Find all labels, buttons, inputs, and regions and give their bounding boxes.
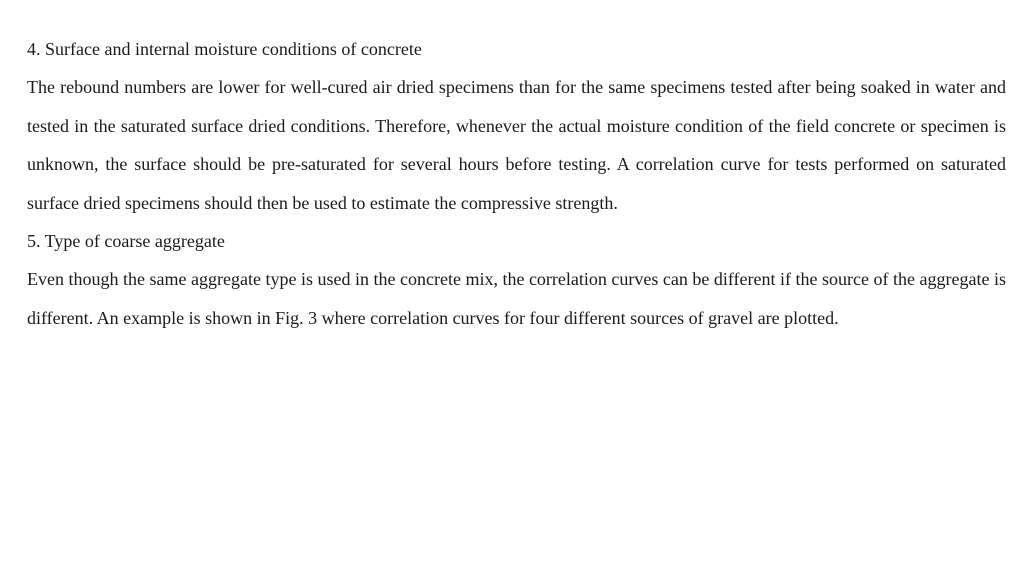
- section-paragraph: Even though the same aggregate type is used in the concrete mix, the correlation curves can be different if the source of the aggregate is different. An example is shown in Fig. 3 where correlation curves for four different sources of gravel are plotted.: [27, 269, 1006, 328]
- section-moisture-conditions: [27, 30, 1006, 222]
- document-page: [27, 30, 1006, 337]
- section-heading: 4. Surface and internal moisture conditions of concrete: [27, 39, 422, 59]
- section-heading: 5. Type of coarse aggregate: [27, 231, 225, 251]
- section-paragraph: The rebound numbers are lower for well-cured air dried specimens than for the same specimens tested after being soaked in water and tested in the saturated surface dried conditions. Therefore, whenever the actual moisture condition of the field concrete or specimen is unknown, the surface should be pre-saturated for several hours before testing. A correlation curve for tests performed on saturated surface dried specimens should then be used to estimate the compressive strength.: [27, 77, 1006, 213]
- section-coarse-aggregate: [27, 222, 1006, 337]
